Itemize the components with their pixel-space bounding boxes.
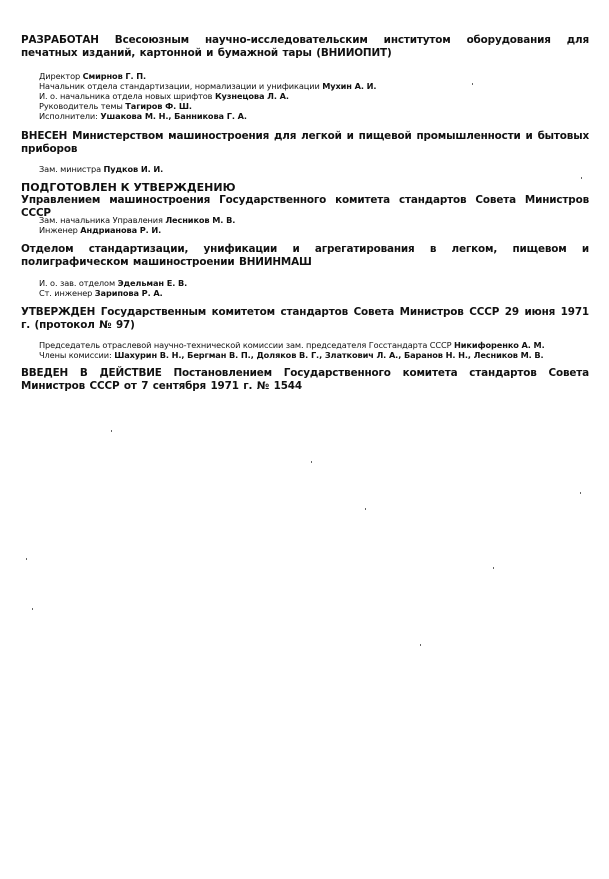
section-department	[21, 243, 589, 269]
person-line: И. о. начальника отдела новых шрифтов Кузнецова Л. А.	[39, 91, 289, 101]
scan-speck	[493, 567, 494, 569]
people-block-developed	[39, 71, 589, 121]
person-line: Ст. инженер Зарипова Р. А.	[39, 288, 163, 298]
section-text: Постановлением Государственного комитета стандартов Совета Министров СССР от 7 сентября 1971 г. № 1544	[21, 367, 589, 392]
section-approved	[21, 306, 589, 332]
people-block-department	[39, 278, 589, 298]
section-text: Государственным комитетом стандартов Совета Министров СССР 29 июня 1971 г. (протокол № 97)	[21, 306, 590, 331]
people-block-approved	[39, 340, 589, 360]
person-line: Зам. начальника Управления Лесников М. В.	[39, 215, 236, 225]
scan-speck	[111, 430, 112, 432]
person-line: Директор Смирнов Г. П.	[39, 71, 147, 81]
section-keyword: ВНЕСЕН	[21, 130, 68, 142]
person-line: Инженер Андрианова Р. И.	[39, 225, 162, 235]
people-block-prepared	[39, 215, 589, 235]
scan-speck	[580, 492, 581, 494]
person-line: Исполнители: Ушакова М. Н., Банникова Г. А.	[39, 111, 247, 121]
section-enacted	[21, 367, 589, 393]
section-keyword: ВВЕДЕН В ДЕЙСТВИЕ	[21, 367, 162, 379]
section-keyword: РАЗРАБОТАН	[21, 34, 99, 46]
person-line: Члены комиссии: Шахурин В. Н., Бергман В. П., Доляков В. Г., Златкович Л. А., Баранов Н. Н., Лесников М. В.	[39, 350, 544, 360]
person-line: Председатель отраслевой научно-технической комиссии зам. председателя Госстандарта СССР Никифоренко А. М.	[39, 340, 545, 350]
section-keyword: УТВЕРЖДЕН	[21, 306, 96, 318]
section-text: Министерством машиностроения для легкой и пищевой промышленности и бытовых приборов	[21, 130, 590, 155]
person-line: Зам. министра Пудков И. И.	[39, 164, 164, 174]
section-text: Отделом стандартизации, унификации и агрегатирования в легком, пищевом и полиграфическом машиностроении ВНИИНМАШ	[21, 243, 589, 268]
section-submitted	[21, 130, 589, 156]
person-line: И. о. зав. отделом Эдельман Е. В.	[39, 278, 188, 288]
section-heading-prepared: ПОДГОТОВЛЕН К УТВЕРЖДЕНИЮ	[21, 181, 236, 194]
section-text: Всесоюзным научно-исследовательским институтом оборудования для печатных изданий, картонной и бумажной тары (ВНИИОПИТ)	[21, 34, 589, 59]
section-text: Управлением машиностроения Государственного комитета стандартов Совета Министров СССР	[21, 194, 589, 219]
person-line: Начальник отдела стандартизации, нормализации и унификации Мухин А. И.	[39, 81, 377, 91]
scan-speck	[311, 461, 312, 463]
scan-speck	[32, 608, 33, 610]
scan-speck	[472, 83, 473, 85]
scan-speck	[26, 558, 27, 560]
scan-speck	[581, 177, 582, 179]
people-block-submitted	[39, 164, 589, 174]
person-line: Руководитель темы Тагиров Ф. Ш.	[39, 101, 192, 111]
section-developed	[21, 34, 589, 60]
scan-speck	[365, 508, 366, 510]
scan-speck	[420, 644, 421, 646]
